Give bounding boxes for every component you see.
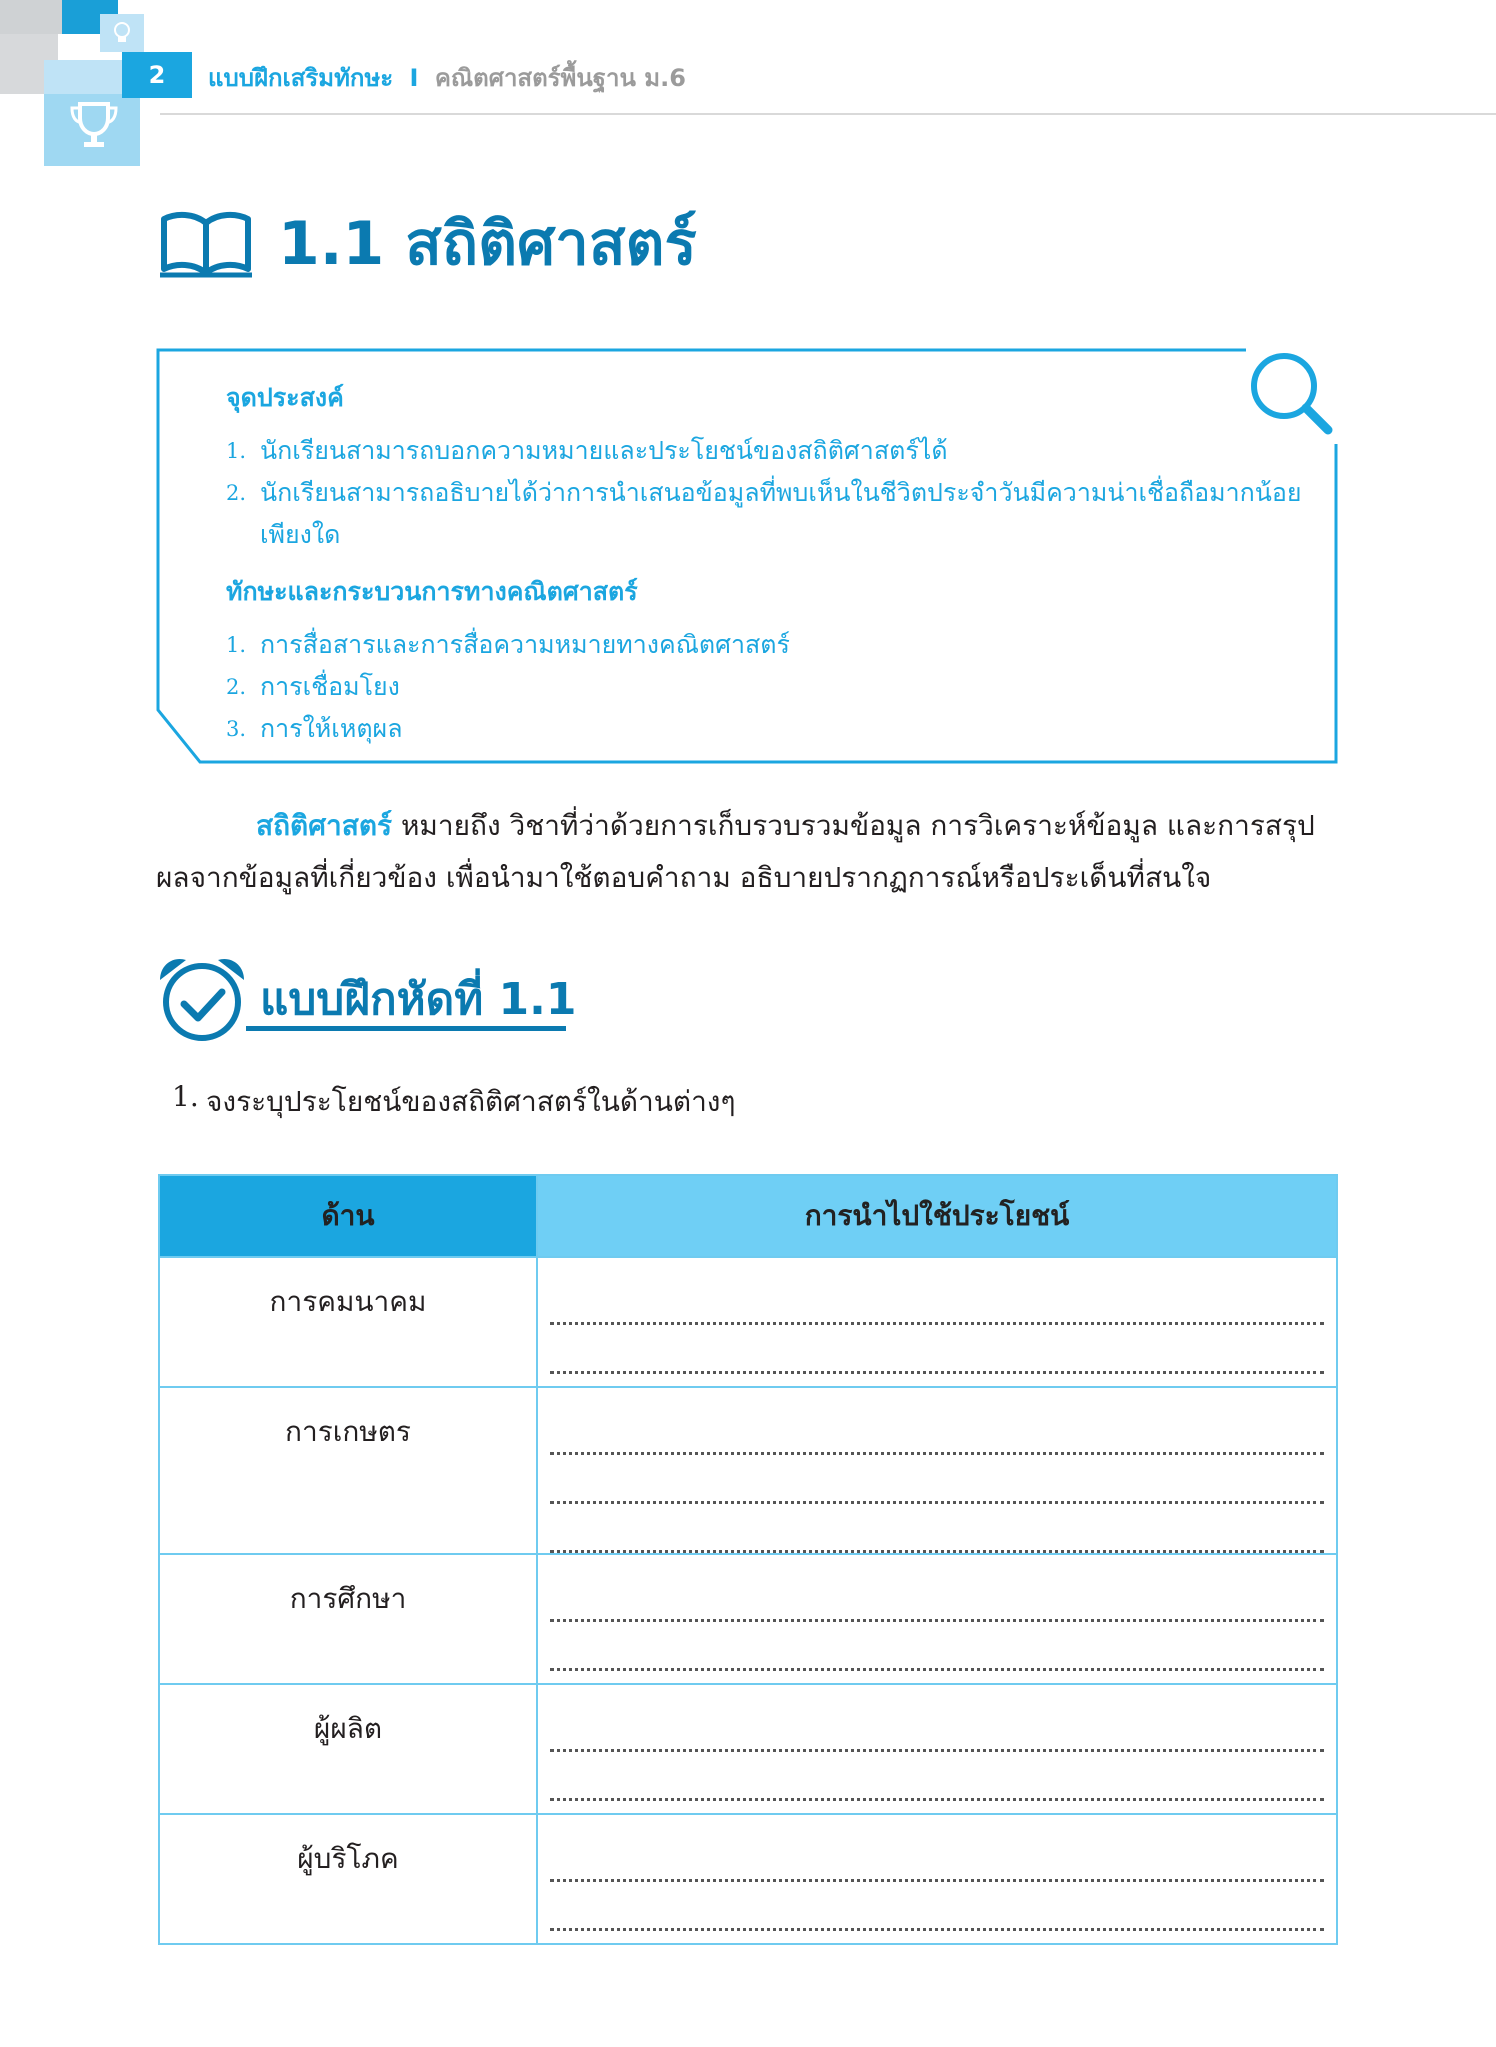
column-header-usage: การนำไปใช้ประโยชน์	[537, 1175, 1337, 1257]
list-item: 1. การสื่อสารและการสื่อความหมายทางคณิตศาสตร์	[226, 630, 790, 659]
answer-cell	[537, 1684, 1337, 1814]
list-item: 3. การให้เหตุผล	[226, 714, 403, 743]
table-row	[159, 1387, 1337, 1554]
table-row	[159, 1814, 1337, 1944]
lightbulb-icon	[108, 18, 136, 46]
answer-cell	[537, 1387, 1337, 1554]
open-book-icon	[158, 209, 254, 279]
table-row	[159, 1554, 1337, 1684]
answer-line[interactable]	[550, 1455, 1324, 1504]
definition-text: หมายถึง วิชาที่ว่าด้วยการเก็บรวบรวมข้อมูล การวิเคราะห์ข้อมูล และการสรุปผลจากข้อมูลที่เกี่ยวข้อง เพื่อนำมาใช้ตอบคำถาม อธิบายปรากฏการณ์หรือประเด็นที่สนใจ	[156, 809, 1315, 894]
trophy-icon	[66, 98, 122, 154]
list-item: 1. นักเรียนสามารถบอกความหมายและประโยชน์ของสถิติศาสตร์ได้	[226, 436, 948, 465]
answer-line[interactable]	[550, 1573, 1324, 1622]
answer-line[interactable]	[550, 1833, 1324, 1882]
section-title	[158, 196, 697, 291]
skills-heading: ทักษะและกระบวนการทางคณิตศาสตร์	[226, 577, 638, 606]
table-header-row	[159, 1175, 1337, 1257]
objectives-box	[156, 348, 1338, 764]
list-item: 2. การเชื่อมโยง	[226, 672, 400, 701]
category-cell: การเกษตร	[159, 1387, 537, 1554]
running-header	[208, 58, 686, 97]
answer-cell	[537, 1554, 1337, 1684]
question-number: 1.	[172, 1080, 199, 1113]
table-row	[159, 1684, 1337, 1814]
alarm-clock-check-icon	[156, 952, 252, 1048]
subject-title: คณิตศาสตร์พื้นฐาน ม.6	[434, 64, 686, 92]
exercise-title: แบบฝึกหัดที่ 1.1	[260, 974, 577, 1025]
column-header-category: ด้าน	[159, 1175, 537, 1257]
question	[172, 1080, 736, 1124]
section-title-text: 1.1 สถิติศาสตร์	[278, 209, 697, 279]
list-item: 2. นักเรียนสามารถอธิบายได้ว่าการนำเสนอข้อมูลที่พบเห็นในชีวิตประจำวันมีความน่าเชื่อถือมากน้อยเพียงใด	[226, 478, 1302, 549]
definition-paragraph	[156, 800, 1340, 904]
exercise-heading	[156, 952, 577, 1052]
answer-line[interactable]	[550, 1882, 1324, 1931]
answer-line[interactable]	[550, 1622, 1324, 1671]
definition-term: สถิติศาสตร์	[256, 809, 393, 842]
exercise-title-underline	[246, 1026, 566, 1031]
category-cell: การศึกษา	[159, 1554, 537, 1684]
category-cell: การคมนาคม	[159, 1257, 537, 1387]
page-number: 2	[122, 52, 192, 98]
benefits-table	[158, 1174, 1338, 1945]
answer-line[interactable]	[550, 1325, 1324, 1374]
question-text: จงระบุประโยชน์ของสถิติศาสตร์ในด้านต่างๆ	[206, 1085, 736, 1118]
answer-line[interactable]	[550, 1406, 1324, 1455]
skills-list	[226, 624, 1326, 750]
book-title: แบบฝึกเสริมทักษะ	[208, 64, 394, 92]
answer-line[interactable]	[550, 1276, 1324, 1325]
answer-line[interactable]	[550, 1703, 1324, 1752]
answer-cell	[537, 1814, 1337, 1944]
header-rule	[160, 113, 1496, 115]
objectives-list	[226, 430, 1326, 556]
table-row	[159, 1257, 1337, 1387]
answer-line[interactable]	[550, 1752, 1324, 1801]
answer-cell	[537, 1257, 1337, 1387]
objectives-heading: จุดประสงค์	[226, 383, 344, 412]
answer-line[interactable]	[550, 1504, 1324, 1553]
header-separator: I	[409, 64, 419, 92]
category-cell: ผู้บริโภค	[159, 1814, 537, 1944]
category-cell: ผู้ผลิต	[159, 1684, 537, 1814]
